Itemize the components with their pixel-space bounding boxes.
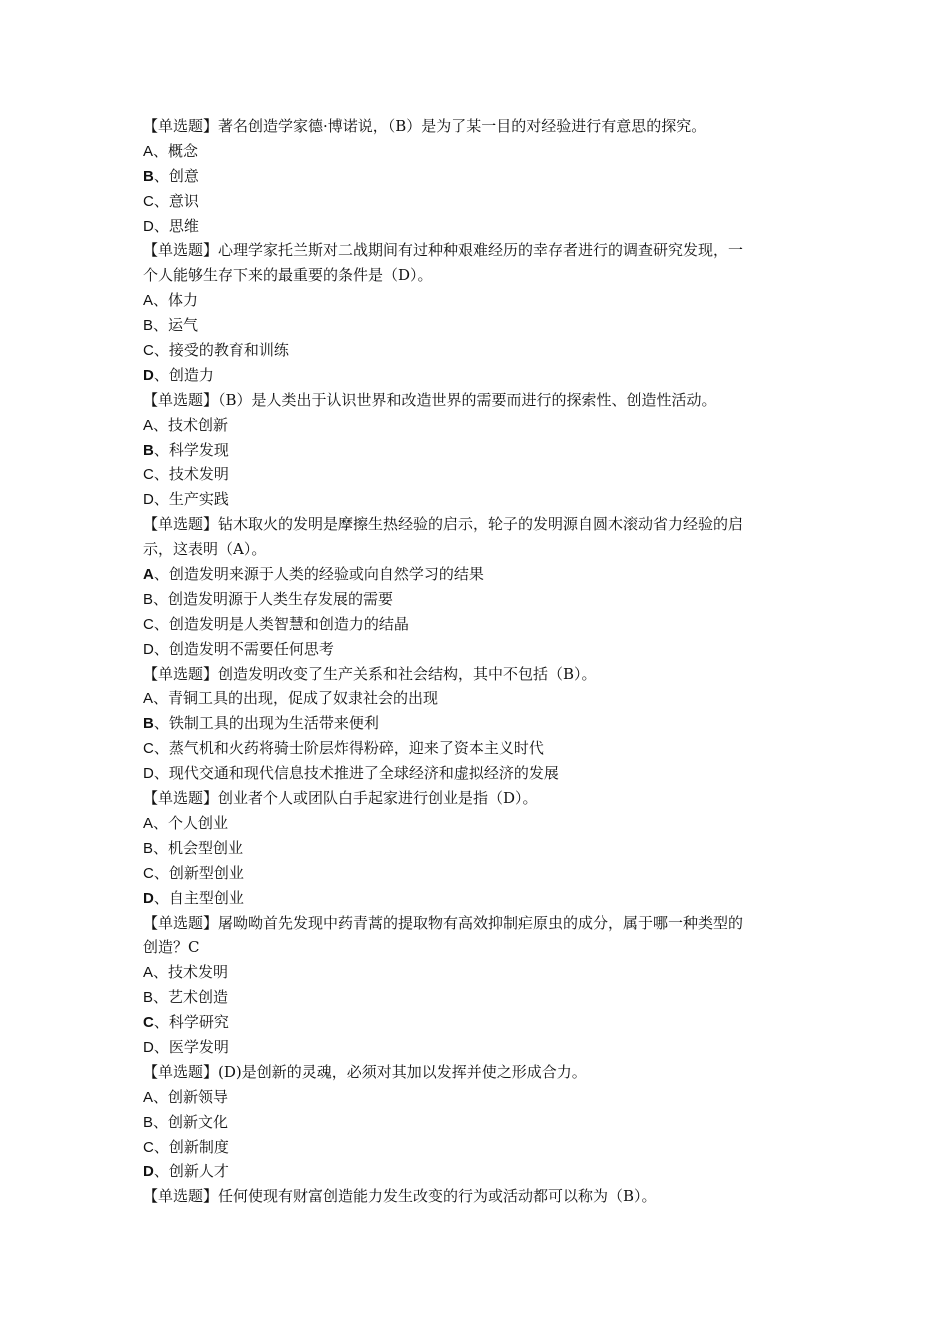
answer-option [143,637,823,662]
answer-option [143,960,823,985]
answer-option [143,1085,823,1110]
option-letter: A [143,690,154,708]
answer-option [143,711,823,736]
option-letter: A [143,142,154,160]
option-separator: 、 [153,639,169,658]
option-separator: 、 [153,813,169,832]
option-text: 思维 [168,216,199,235]
option-letter: C [143,740,154,758]
option-separator: 、 [153,316,169,335]
option-text: 生产实践 [168,490,229,509]
answer-option [143,836,823,861]
option-letter: D [143,217,154,235]
option-letter: A [143,416,154,434]
answer-option [143,1010,823,1035]
question-text-line: 创造？C [143,938,200,957]
question-block [143,512,823,661]
option-text: 创造发明来源于人类的经验或向自然学习的结果 [168,565,484,584]
option-letter: C [143,864,154,882]
option-separator: 、 [153,1112,169,1131]
answer-option [143,462,823,487]
option-separator: 、 [153,764,169,783]
answer-option [143,587,823,612]
question-text-line: 【单选题】任何使现有财富创造能力发生改变的行为或活动都可以称为（B）。 [143,1187,657,1206]
answer-option [143,214,823,239]
option-text: 现代交通和现代信息技术推进了全球经济和虚拟经济的发展 [168,764,559,783]
option-letter: B [143,590,154,608]
option-separator: 、 [153,465,169,484]
option-letter: C [143,342,154,360]
option-letter: D [143,366,154,384]
question-block [143,662,823,786]
answer-option [143,811,823,836]
answer-option [143,1110,823,1135]
option-letter: B [143,167,154,185]
option-separator: 、 [153,565,169,584]
option-separator: 、 [153,1087,169,1106]
option-separator: 、 [153,888,169,907]
option-text: 运气 [168,316,199,335]
answer-option [143,1035,823,1060]
option-text: 创意 [168,166,199,185]
option-letter: C [143,192,154,210]
question-text-line: 【单选题】创造发明改变了生产关系和社会结构，其中不包括（B）。 [143,664,597,683]
question-text-line: 【单选题】屠呦呦首先发现中药青蒿的提取物有高效抑制疟原虫的成分，属于哪一种类型的 [143,913,744,932]
option-text: 创造发明不需要任何思考 [168,639,334,658]
question-text-line: 【单选题】(D)是创新的灵魂，必须对其加以发挥并使之形成合力。 [143,1062,587,1081]
option-separator: 、 [153,1162,169,1181]
option-text: 体力 [168,291,199,310]
answer-option [143,338,823,363]
option-text: 蒸气机和火药将骑士阶层炸得粉碎，迎来了资本主义时代 [168,739,544,758]
option-letter: A [143,814,154,832]
option-text: 创新文化 [168,1112,229,1131]
answer-option [143,886,823,911]
answer-option [143,413,823,438]
answer-option [143,1159,823,1184]
option-text: 自主型创业 [168,888,244,907]
option-text: 意识 [168,191,199,210]
option-text: 青铜工具的出现，促成了奴隶社会的出现 [168,689,439,708]
option-letter: B [143,839,154,857]
answer-option [143,686,823,711]
question-block [143,911,823,1060]
answer-option [143,736,823,761]
option-letter: C [143,1138,154,1156]
option-separator: 、 [153,963,169,982]
answer-option [143,487,823,512]
option-letter: A [143,292,154,310]
option-separator: 、 [153,166,169,185]
option-separator: 、 [153,191,169,210]
option-separator: 、 [153,1037,169,1056]
answer-option [143,288,823,313]
option-text: 创新人才 [168,1162,229,1181]
answer-option [143,139,823,164]
option-separator: 、 [153,689,169,708]
option-letter: D [143,640,154,658]
option-separator: 、 [153,614,169,633]
option-letter: B [143,715,154,733]
option-text: 创新领导 [168,1087,229,1106]
question-text-line: 【单选题】（B）是人类出于认识世界和改造世界的需要而进行的探索性、创造性活动。 [143,390,717,409]
option-text: 技术发明 [168,963,229,982]
question-text-line: 示，这表明（A）。 [143,540,267,559]
question-text-line: 【单选题】创业者个人或团队白手起家进行创业是指（D）。 [143,789,538,808]
answer-option [143,189,823,214]
option-letter: D [143,1163,154,1181]
option-separator: 、 [153,838,169,857]
option-text: 技术发明 [168,465,229,484]
option-text: 概念 [168,141,199,160]
option-letter: A [143,1088,154,1106]
option-separator: 、 [153,863,169,882]
answer-option [143,612,823,637]
option-separator: 、 [153,988,169,1007]
option-letter: A [143,566,154,584]
option-separator: 、 [153,1137,169,1156]
option-letter: D [143,491,154,509]
option-separator: 、 [153,589,169,608]
document-page [143,114,823,1209]
option-letter: C [143,1014,154,1032]
answer-option [143,761,823,786]
option-text: 个人创业 [168,813,229,832]
answer-option [143,1135,823,1160]
option-separator: 、 [153,216,169,235]
option-separator: 、 [153,415,169,434]
option-separator: 、 [153,341,169,360]
option-separator: 、 [153,440,169,459]
answer-option [143,985,823,1010]
option-separator: 、 [153,714,169,733]
answer-option [143,363,823,388]
option-text: 接受的教育和训练 [168,341,289,360]
option-separator: 、 [153,141,169,160]
answer-option [143,313,823,338]
option-letter: D [143,1038,154,1056]
answer-option [143,861,823,886]
option-text: 医学发明 [168,1037,229,1056]
option-text: 创新型创业 [168,863,244,882]
question-block [143,114,823,238]
question-block [143,1060,823,1184]
question-text-line: 个人能够生存下来的最重要的条件是（D）。 [143,266,433,285]
answer-option [143,438,823,463]
answer-option [143,562,823,587]
option-letter: A [143,964,154,982]
question-block [143,238,823,387]
option-text: 科学研究 [168,1013,229,1032]
option-separator: 、 [153,490,169,509]
question-block [143,1184,823,1209]
option-separator: 、 [153,365,169,384]
option-letter: B [143,441,154,459]
option-text: 铁制工具的出现为生活带来便利 [168,714,379,733]
option-text: 科学发现 [168,440,229,459]
question-text-line: 【单选题】钻木取火的发明是摩擦生热经验的启示，轮子的发明源自圆木滚动省力经验的启 [143,515,744,534]
option-letter: D [143,889,154,907]
option-text: 机会型创业 [168,838,244,857]
option-text: 创造发明源于人类生存发展的需要 [168,589,394,608]
answer-option [143,164,823,189]
question-block [143,388,823,512]
option-letter: B [143,989,154,1007]
option-letter: C [143,466,154,484]
option-separator: 、 [153,1013,169,1032]
option-letter: C [143,615,154,633]
question-block [143,786,823,910]
option-text: 创新制度 [168,1137,229,1156]
option-text: 创造力 [168,365,214,384]
question-text-line: 【单选题】心理学家托兰斯对二战期间有过种种艰难经历的幸存者进行的调查研究发现，一 [143,241,744,260]
option-text: 艺术创造 [168,988,229,1007]
option-letter: D [143,765,154,783]
option-separator: 、 [153,739,169,758]
option-letter: B [143,317,154,335]
option-text: 技术创新 [168,415,229,434]
option-separator: 、 [153,291,169,310]
question-text-line: 【单选题】著名创造学家德·博诺说，（B）是为了某一目的对经验进行有意思的探究。 [143,117,707,135]
option-letter: B [143,1113,154,1131]
option-text: 创造发明是人类智慧和创造力的结晶 [168,614,409,633]
